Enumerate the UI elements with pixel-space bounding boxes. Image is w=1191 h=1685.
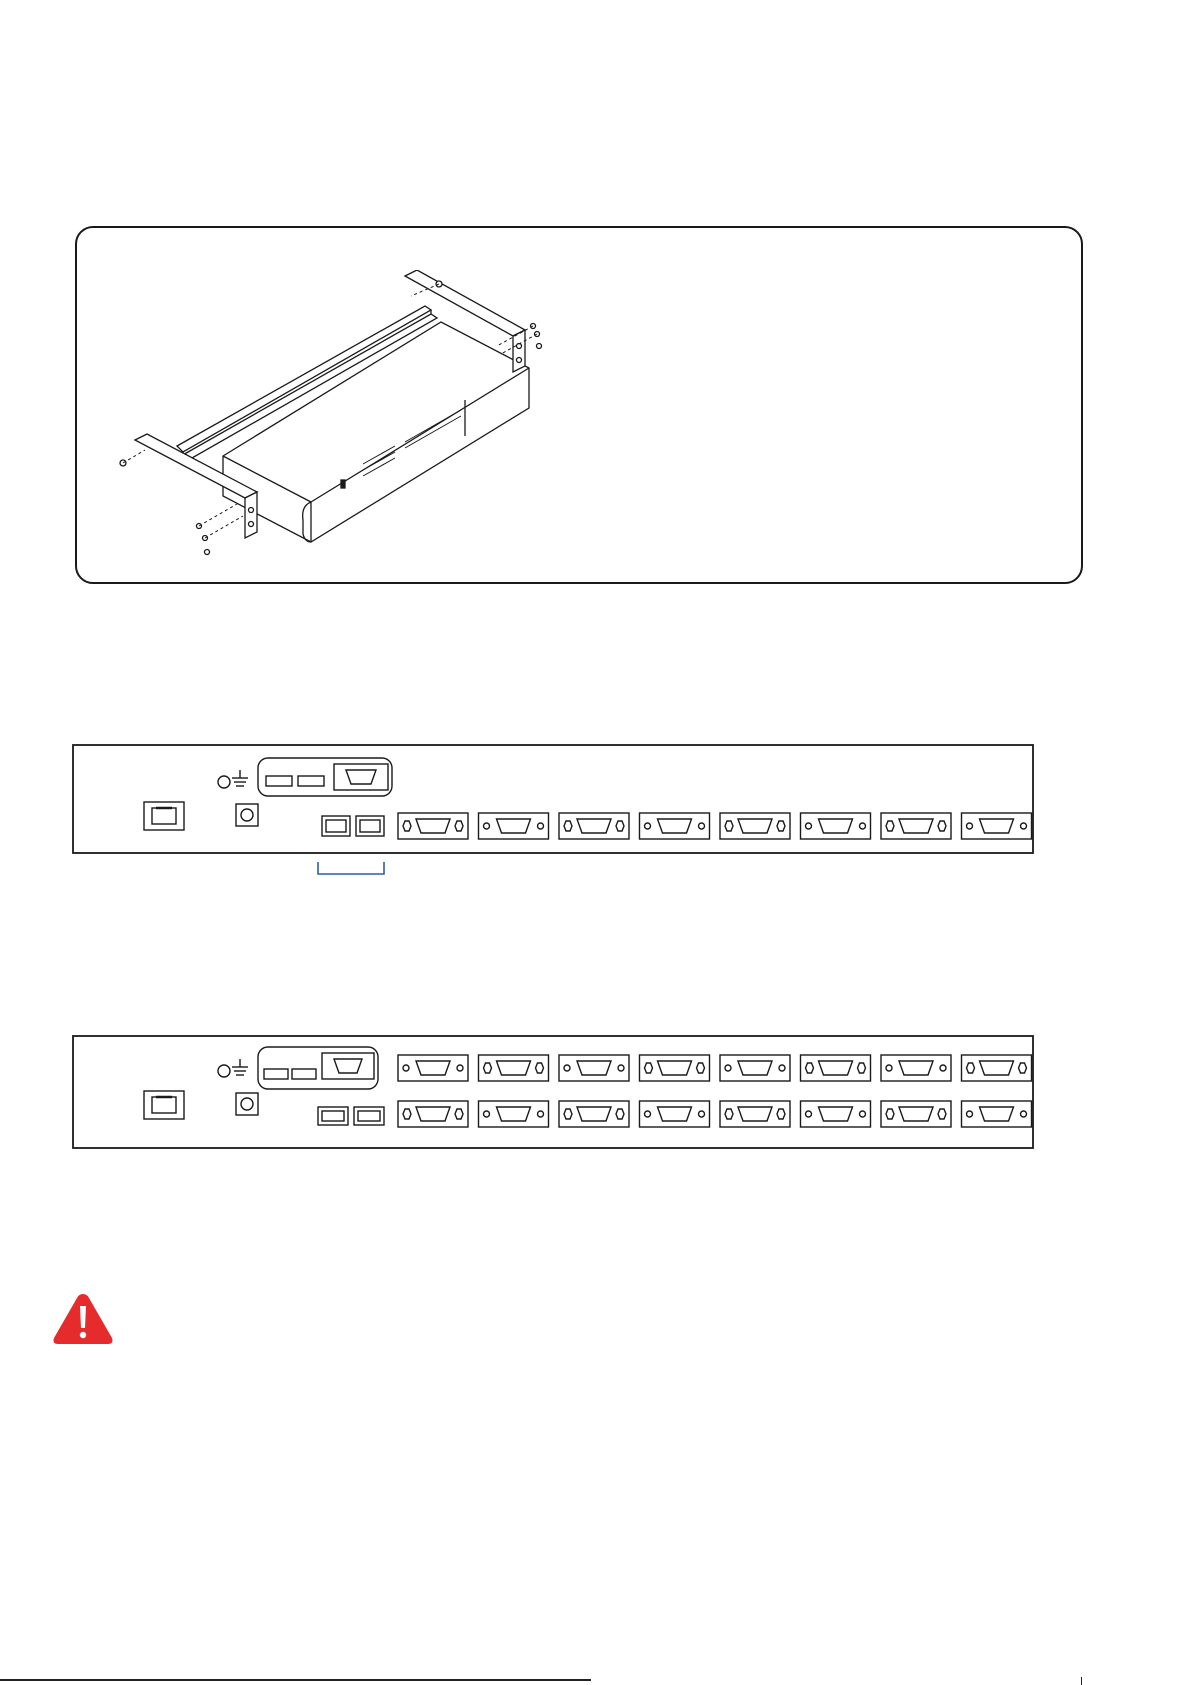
rear-panel-8-port: [72, 744, 1036, 894]
usb-bracket-marker: [318, 862, 384, 874]
rack-mount-illustration: [105, 270, 575, 570]
footer-tick: [1081, 1677, 1082, 1685]
kvm-body: [223, 322, 529, 542]
rear-panel-16-port: [72, 1035, 1036, 1155]
footer-rule: [0, 1679, 591, 1681]
warning-triangle-icon: [50, 1290, 116, 1348]
